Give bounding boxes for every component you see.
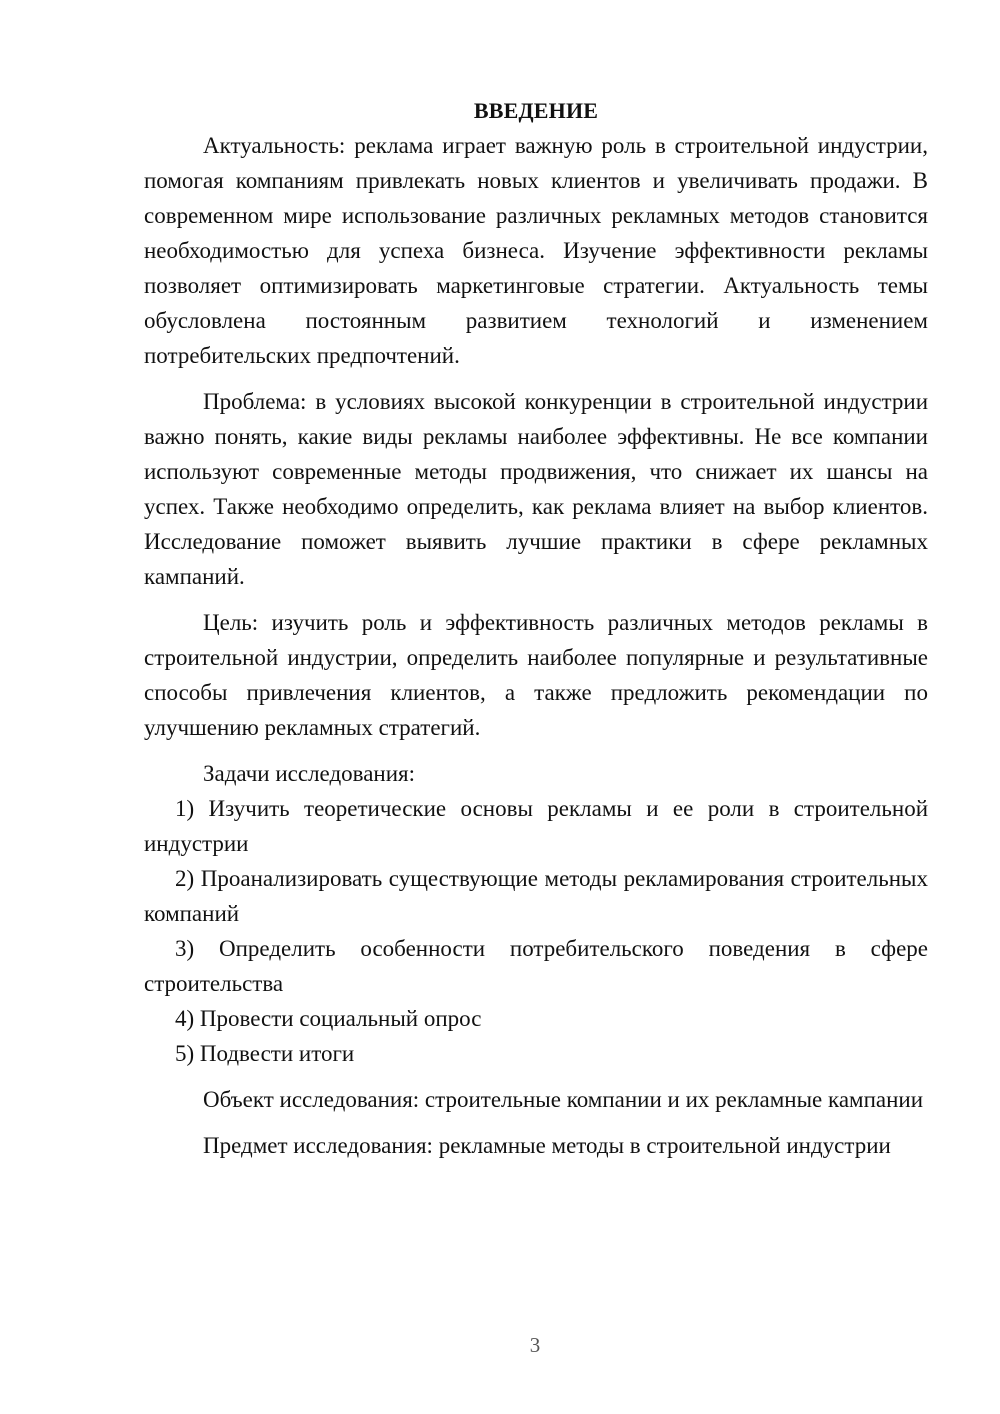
paragraph-subject: Предмет исследования: рекламные методы в строительной индустрии xyxy=(203,1133,891,1158)
paragraph-goal: Цель: изучить роль и эффективность различных методов рекламы в строительной индустрии, определить наиболее популярные и результативные способы привлечения клиентов, а также предложить рекомендации по улучшению рекламных стратегий. xyxy=(144,610,928,740)
task-item-4: 4) Провести социальный опрос xyxy=(175,1006,482,1031)
task-item-3: 3) Определить особенности потребительского поведения в сфере строительства xyxy=(144,936,928,996)
task-item-1: 1) Изучить теоретические основы рекламы и ее роли в строительной индустрии xyxy=(144,796,928,856)
tasks-heading: Задачи исследования: xyxy=(203,761,416,786)
task-item-2: 2) Проанализировать существующие методы рекламирования строительных компаний xyxy=(144,866,928,926)
page-title: ВВЕДЕНИЕ xyxy=(473,98,599,123)
paragraph-relevance: Актуальность: реклама играет важную роль в строительной индустрии, помогая компаниям привлекать новых клиентов и увеличивать продажи. В современном мире использование различных рекламных методов становится необходимостью для успеха бизнеса. Изучение эффективности рекламы позволяет оптимизировать маркетинговые стратегии. Актуальность темы обусловлена постоянным развитием технологий и изменением потребительских предпочтений. xyxy=(144,133,928,368)
paragraph-problem: Проблема: в условиях высокой конкуренции в строительной индустрии важно понять, какие виды рекламы наиболее эффективны. Не все компании используют современные методы продвижения, что снижает их шансы на успех. Также необходимо определить, как реклама влияет на выбор клиентов. Исследование поможет выявить лучшие практики в сфере рекламных кампаний. xyxy=(144,389,928,589)
task-item-5: 5) Подвести итоги xyxy=(175,1041,355,1066)
paragraph-object: Объект исследования: строительные компании и их рекламные кампании xyxy=(203,1087,924,1112)
page-content xyxy=(144,94,928,1163)
page-number: 3 xyxy=(529,1333,541,1357)
